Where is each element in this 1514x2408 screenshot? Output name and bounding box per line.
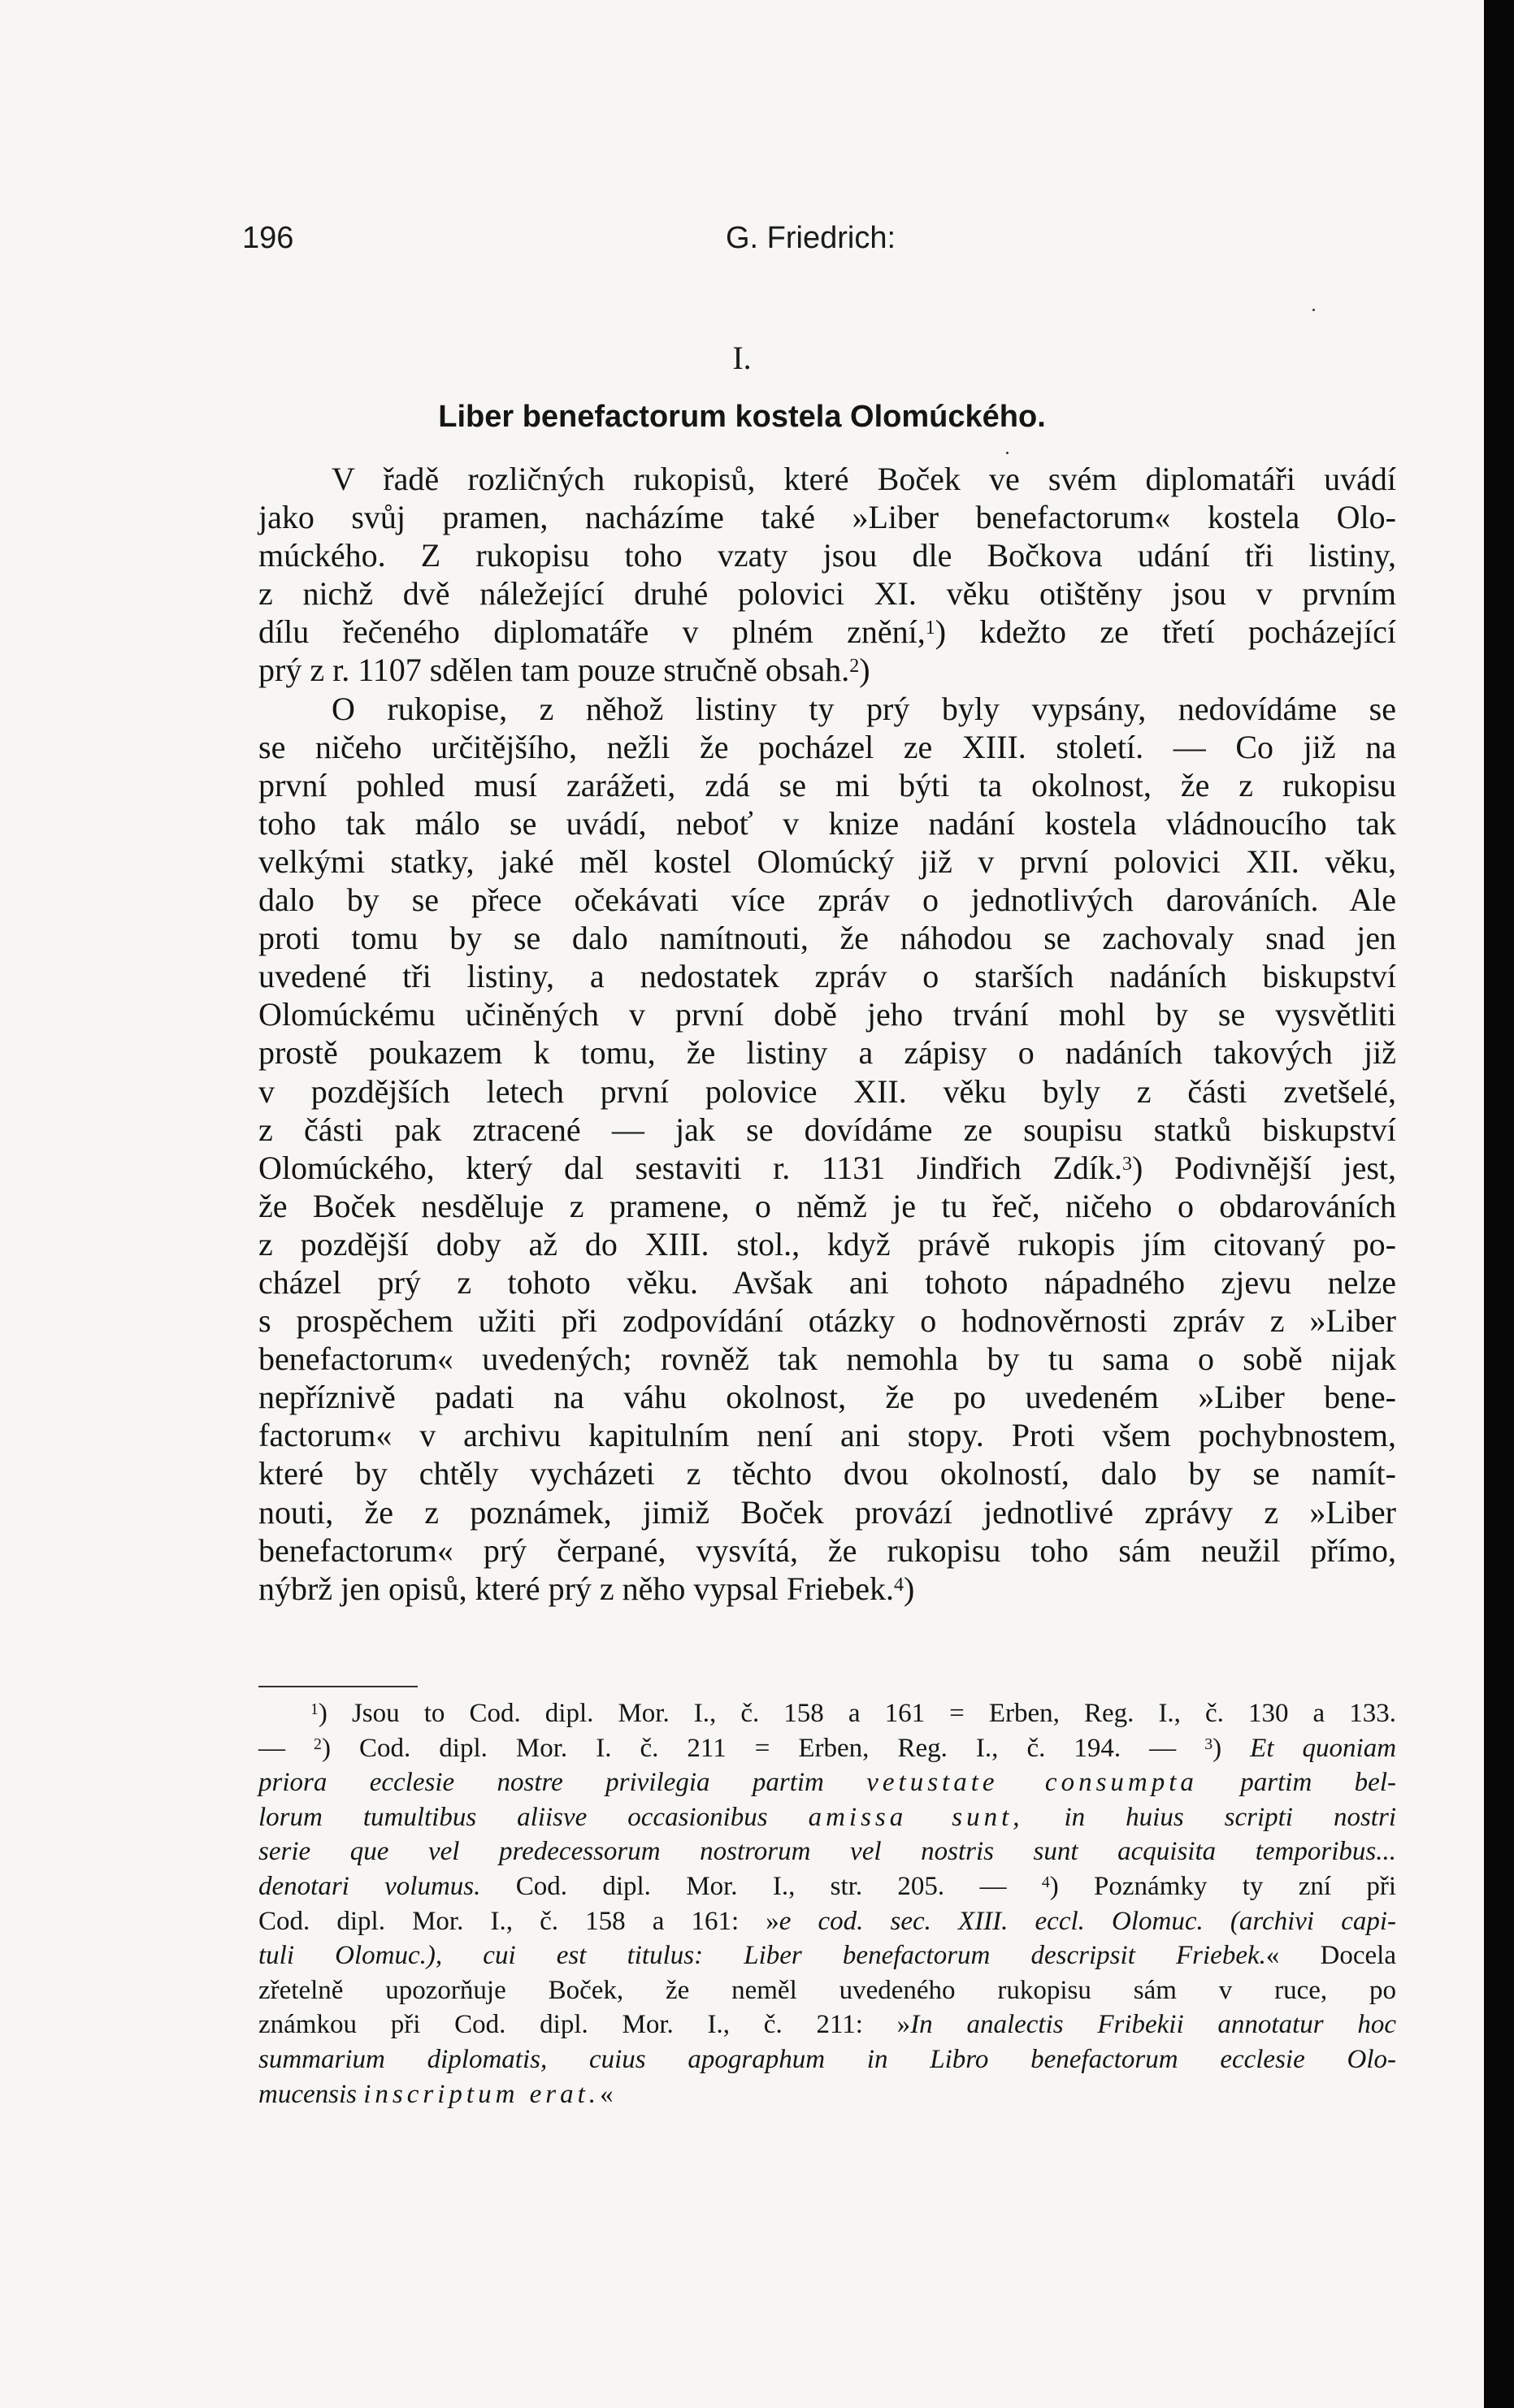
text-line: jako svůj pramen, nacházíme také »Liber benefactorum« kostela Olo- — [258, 499, 1396, 536]
text-line: benefactorum« uvedených; rovněž tak nemohla by tu sama o sobě nijak — [258, 1340, 1396, 1378]
text-line: velkými statky, jaké měl kostel Olomúcký již v první polovici XII. věku, — [258, 842, 1396, 880]
text-line: Olomúckému učiněných v první době jeho trvání mohl by se vysvětliti — [258, 996, 1396, 1033]
text-line: benefactorum« prý čerpané, vysvítá, že rukopisu toho sám neužil přímo, — [258, 1531, 1396, 1569]
text-line: factorum« v archivu kapitulním není ani stopy. Proti všem pochybnostem, — [258, 1417, 1396, 1454]
footnote-line: známkou při Cod. dipl. Mor. I., č. 211: »In analectis Fribekii annotatur hoc — [258, 2010, 1397, 2040]
text-line: se ničeho určitějšího, nežli že pocházel ze XIII. století. — Co již na — [258, 728, 1396, 765]
text-line: první pohled musí zarážeti, zdá se mi býti ta okolnost, že z rukopisu — [258, 766, 1396, 803]
footnote-ref-2[interactable]: 2 — [849, 656, 860, 678]
running-head-author: G. Friedrich: — [726, 221, 896, 255]
text-line: prostě poukazem k tomu, že listiny a zápisy o nadáních takových již — [258, 1034, 1396, 1072]
section-numeral: I. — [732, 340, 752, 376]
text-line: proti tomu by se dalo namítnouti, že náhodou se zachovaly snad jen — [258, 920, 1396, 957]
text-line: nepříznivě padati na váhu okolnost, že po uvedeném »Liber bene- — [258, 1379, 1396, 1416]
footnote-ref-3[interactable]: 3 — [1122, 1153, 1133, 1175]
text-line: v pozdějších letech první polovice XII. věku byly z části zvetšelé, — [258, 1072, 1396, 1110]
footnote-line: summarium diplomatis, cuius apographum in Libro benefactorum ecclesie Olo- — [258, 2044, 1396, 2074]
paper-speck — [1006, 452, 1009, 454]
text-line: že Boček nesděluje z pramene, o němž je tu řeč, ničeho o obdarováních — [258, 1187, 1396, 1224]
text-line: múckého. Z rukopisu toho vzaty jsou dle Bočkova udání tři listiny, — [258, 537, 1396, 574]
text-line: z pozdější doby až do XIII. stol., když právě rukopis jím citovaný po- — [258, 1225, 1396, 1262]
text-line: z části pak ztracené — jak se dovídáme ze soupisu statků biskupství — [258, 1111, 1396, 1148]
text-line: toho tak málo se uvádí, neboť v knize nadání kostela vládnoucího tak — [258, 804, 1396, 842]
footnote-line: priora ecclesie nostre privilegia partim vetustate consumpta partim bel- — [258, 1768, 1396, 1798]
text-line: nouti, že z poznámek, jimiž Boček provází jednotlivé zprávy z »Liber — [258, 1493, 1396, 1531]
main-text — [258, 460, 1396, 1608]
footnote-separator — [258, 1686, 418, 1687]
footnote-ref-4[interactable]: 4 — [894, 1574, 904, 1596]
footnote-line: Cod. dipl. Mor. I., č. 158 a 161: »e cod. sec. XIII. eccl. Olomuc. (archivi capi- — [258, 1906, 1397, 1936]
text-line: s prospěchem užiti při zodpovídání otázky o hodnověrnosti zpráv z »Liber — [258, 1302, 1396, 1340]
footnote-line: — $^2$) Cod. dipl. Mor. I. č. 211 = Erben, Reg. I., č. 194. — $^3$) Et quoniam — [258, 1733, 1397, 1763]
footnote-line: $^1$) Jsou to Cod. dipl. Mor. I., č. 158 a 161 = Erben, Reg. I., č. 130 a 133. — [310, 1699, 1397, 1728]
text-line: z nichž dvě náležející druhé polovici XI. věku otištěny jsou v prvním — [258, 575, 1396, 613]
scan-border — [1484, 0, 1514, 2408]
text-line: dalo by se přece očekávati více zpráv o jednotlivých darováních. Ale — [258, 881, 1396, 919]
text-line: cházel prý z tohoto věku. Avšak ani tohoto nápadného zjevu nelze — [258, 1263, 1396, 1301]
footnotes — [258, 1696, 1396, 2111]
text-line: prý z r. 1107 sdělen tam pouze stručně obsah.$^2$) — [258, 652, 870, 689]
footnote-line: lorum tumultibus aliisve occasionibus amissa sunt, in huius scripti nostri — [258, 1802, 1396, 1832]
footnote-line: denotari volumus. Cod. dipl. Mor. I., str. 205. — $^4$) Poznámky ty zní při — [258, 1871, 1396, 1901]
text-line: O rukopise, z něhož listiny ty prý byly vypsány, nedovídáme se — [332, 690, 1396, 727]
footnote-line: tuli Olomuc.), cui est titulus: Liber benefactorum descripsit Friebek.« Docela — [258, 1941, 1396, 1971]
section-title: Liber benefactorum kostela Olomúckého. — [438, 400, 1046, 434]
footnote-ref-1[interactable]: 1 — [925, 617, 935, 639]
text-line: uvedené tři listiny, a nedostatek zpráv o starších nadáních biskupství — [258, 958, 1396, 995]
text-line: nýbrž jen opisů, které prý z něho vypsal Friebek.$^4$) — [258, 1570, 915, 1607]
footnote-line: serie que vel predecessorum nostrorum vel nostris sunt acquisita temporibus... — [258, 1837, 1396, 1867]
footnote-line: mucensis inscriptum erat.« — [258, 2079, 614, 2109]
paper-speck — [1312, 309, 1315, 311]
text-line: které by chtěly vycházeti z těchto dvou okolností, dalo by se namít- — [258, 1455, 1396, 1492]
page-number: 196 — [242, 221, 294, 255]
footnote-line: zřetelně upozorňuje Boček, že neměl uvedeného rukopisu sám v ruce, po — [258, 1975, 1396, 2005]
text-line: V řadě rozličných rukopisů, které Boček ve svém diplomatáři uvádí — [332, 461, 1396, 497]
text-line: dílu řečeného diplomatáře v plném znění,$^1$) kdežto ze třetí pocházející — [258, 613, 1396, 651]
text-line: Olomúckého, který dal sestaviti r. 1131 Jindřich Zdík.$^3$) Podivnější jest, — [258, 1149, 1397, 1186]
